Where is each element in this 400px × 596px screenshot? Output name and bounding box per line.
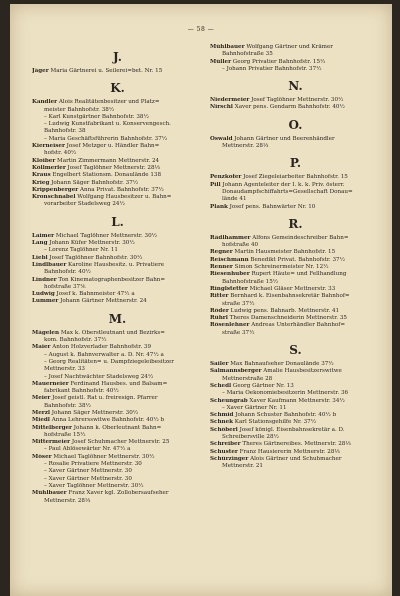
entry-continuation: fabrikant Bahnhofstr. 40½: [44, 388, 119, 395]
directory-entry: [32, 344, 203, 351]
entry-continuation: hofstraße 40: [222, 242, 259, 249]
entry-details: Josef Schuhmacher Mettnerstr. 25: [70, 439, 170, 446]
entry-surname: Jäger: [32, 68, 49, 74]
directory-entry: [32, 194, 203, 201]
entry-details: Ferdinand Hausbes. und Balsam=: [68, 380, 168, 387]
section-letter: M.: [108, 311, 127, 326]
entry-details: Simon Schreinermeister Nr. 12½: [232, 264, 329, 271]
entry-details: Martin Hausmeister Bahnhofstr. 15: [232, 249, 336, 256]
entry-details: Michael Gläser Mettnerstr. 33: [247, 285, 336, 292]
directory-entry: [210, 315, 381, 322]
entry-details: Xaver pens. Gendarm Bahnhofstr. 40½: [232, 104, 345, 111]
entry-continuation: kom. Bahnhofstr. 37½: [44, 337, 107, 344]
entry-surname: Schedl: [210, 382, 232, 389]
entry-continuation: straße 37½: [222, 300, 255, 307]
entry-continuation: Mettnerstr. 28⅓: [44, 497, 91, 504]
entry-continuation: hofstr. 40½: [44, 150, 77, 157]
entry-continuation: Bahnhofstraße 35: [222, 51, 273, 58]
entry-surname: Oswald: [210, 135, 233, 142]
entry-continuation: – Xaver Gärtner Mettnerstr. 30: [44, 475, 132, 482]
directory-entry: [210, 456, 381, 463]
directory-entry: [32, 255, 203, 262]
directory-entry: [210, 398, 381, 405]
entry-continuation: Bahnhofstr. 38: [44, 128, 86, 135]
directory-entry: [32, 410, 203, 417]
entry-details: Josef Metzger u. Händler Bahn=: [64, 143, 160, 150]
entry-surname: Lindner: [32, 276, 57, 283]
entry-details: Wolfgang Hausbesitzer u. Bahn=: [75, 194, 172, 201]
directory-entry: [210, 412, 381, 419]
entry-continuation: straße 37½: [222, 329, 255, 336]
entry-surname: Kloiber: [32, 157, 56, 164]
entry-surname: Röder: [210, 307, 229, 314]
directory-entry: [32, 490, 203, 497]
entry-details: Johann Schuster Bahnhofstr. 40½ b: [233, 412, 337, 419]
entry-continuation: hofstraße 37⅙: [44, 283, 86, 290]
entry-continuation: – Josef Nachtwächter Stadelsweg 24½: [44, 373, 154, 380]
entry-details: Josef Taglöhner Mettnerstr. 28⅓: [65, 164, 160, 171]
directory-entry: [210, 97, 381, 104]
entry-details: Johann k. Oberleutnant Bahn=: [72, 424, 162, 431]
entry-details: Karl Stationsgehilfe Nr. 37½: [233, 419, 317, 426]
directory-entry: [32, 425, 203, 432]
left-column: [32, 44, 203, 505]
entry-continuation: Schreibersville 28½: [222, 433, 279, 440]
directory-entry: [210, 441, 381, 448]
entry-details: Theres Damenschneiderin Mettnerstr. 35: [227, 315, 347, 322]
entry-continuation: – Xaver Gärtner Nr. 11: [222, 404, 287, 411]
section-letter: K.: [110, 81, 125, 96]
directory-entry: [210, 182, 381, 189]
entry-surname: Laimer: [32, 232, 55, 239]
entry-details: Wolfgang Gärtner und Krämer: [244, 44, 333, 50]
entry-surname: Salmannsberger: [210, 368, 262, 375]
section-letter: P.: [289, 156, 302, 171]
entry-continuation: Mettnerstr. 33: [44, 366, 85, 373]
entry-surname: Müller: [210, 58, 232, 65]
entry-details: Anton Holzverlader Bahnhofstr. 39: [50, 344, 152, 351]
entry-surname: Rührl: [210, 315, 228, 322]
entry-details: Josef geistl. Rat u. freiresign. Pfarrer: [50, 395, 158, 402]
directory-entry: [32, 291, 203, 298]
entry-surname: Lummer: [32, 298, 59, 305]
entry-continuation: – Johann Privatier Bahnhofstr. 37½: [222, 65, 322, 72]
directory-entry: [210, 235, 381, 242]
entry-details: Ton Kinematographenbesitzer Bahn=: [56, 276, 166, 283]
entry-surname: Kandler: [32, 99, 58, 106]
directory-entry: [32, 454, 203, 461]
entry-continuation: Bahnhofstr. 38½: [44, 402, 91, 409]
entry-details: Josef königl. Eisenbahnsekretär a. D.: [237, 426, 345, 433]
directory-entry: [32, 240, 203, 247]
entry-continuation: – Karl Kunstgärtner Bahnhofstr. 38½: [44, 113, 149, 120]
directory-entry: [32, 330, 203, 337]
directory-entry: [32, 262, 203, 269]
entry-details: Josef Ziegeleiarbeiter Bahnhofstr. 15: [241, 174, 348, 181]
directory-entry: [210, 174, 381, 181]
entry-details: Anna Lehrersswitwe Bahnhofstr. 40½ b: [49, 417, 165, 424]
entry-details: Franz Hausiererin Mettnerstr. 28⅓: [237, 448, 340, 455]
entry-details: Alois Realitätenbesitzer und Platz=: [57, 99, 160, 106]
entry-surname: Ringlstetter: [210, 285, 248, 292]
directory-entry: [210, 264, 381, 271]
entry-continuation: Bahnhofstraße 15½: [222, 278, 279, 285]
entry-details: Anna Privat. Bahnhofstr. 37½: [78, 186, 164, 193]
directory-entry: [32, 99, 203, 106]
entry-details: Max Bahnaufseher Donaulände 37½: [228, 361, 334, 368]
directory-entry: [210, 257, 381, 264]
entry-surname: Scheungrab: [210, 397, 248, 404]
entry-surname: Renner: [210, 264, 233, 271]
directory-entry: [32, 298, 203, 305]
entry-details: Johann Agenteleiter der I. k. k. Priv. österr.: [220, 181, 345, 188]
entry-details: Michael Taglöhner Mettnerstr. 30½: [54, 232, 158, 239]
directory-entry: [210, 293, 381, 300]
entry-surname: Krieg: [32, 179, 50, 186]
directory-entry: [32, 68, 203, 75]
entry-surname: Rösenlehner: [210, 322, 250, 329]
entry-surname: Mühlbauer: [210, 44, 245, 50]
section-letter: N.: [288, 79, 303, 94]
entry-details: Amalie Hausbesitzerswitwe: [261, 368, 342, 375]
entry-details: Bernhard k. Eisenbahnsekretär Bahnhof=: [228, 293, 350, 300]
entry-details: Alfons Gemeindeschreiber Bahn=: [250, 234, 349, 241]
directory-entry: [32, 417, 203, 424]
entry-surname: Ludwig: [32, 291, 55, 298]
entry-details: Max k. Oberstleutnant und Bezirks=: [59, 329, 165, 336]
entry-surname: Lang: [32, 240, 48, 247]
entry-surname: Schmid: [210, 412, 234, 419]
entry-surname: Liebl: [32, 254, 48, 261]
entry-details: Johann Küfer Mettnerstr. 30½: [47, 240, 135, 247]
directory-entry: [32, 158, 203, 165]
entry-details: Josef pens. Bahnwärter Nr. 10: [227, 203, 316, 210]
directory-entry: [210, 271, 381, 278]
entry-surname: Miedl: [32, 417, 50, 424]
directory-entry: [32, 277, 203, 284]
directory-entry: [210, 449, 381, 456]
entry-details: Georg Privatier Bahnhofstr. 15½: [231, 58, 326, 65]
entry-continuation: – Paul Ablösewärter Nr. 47½ a: [44, 446, 131, 453]
directory-entry: [32, 180, 203, 187]
entry-surname: Merzl: [32, 409, 50, 416]
right-column: [210, 44, 381, 470]
entry-surname: Reischmann: [210, 256, 249, 263]
entry-surname: Meier: [32, 395, 51, 402]
directory-entry: [32, 381, 203, 388]
directory-entry: [32, 439, 203, 446]
entry-details: Josef Taglöhner Bahnhofstr. 30½: [47, 254, 143, 261]
entry-details: Michael Taglöhner Mettnerstr. 30½: [51, 453, 155, 460]
directory-entry: [210, 361, 381, 368]
directory-entry: [210, 104, 381, 111]
entry-continuation: vorarbeiter Stadelsweg 24½: [44, 201, 125, 208]
entry-continuation: meister Bahnhofstr. 38½: [44, 106, 115, 113]
entry-continuation: Donaudampfschiffahrts=Gesellschaft Donau=: [222, 188, 353, 195]
entry-surname: Schreiber: [210, 441, 241, 448]
page-number: — 58 —: [187, 26, 215, 33]
entry-continuation: – Georg Realitäten= u. Dampfziegeleibesitzer: [44, 358, 174, 365]
entry-details: Franz Xaver kgl. Zollobersaufseher: [66, 490, 169, 497]
entry-details: Martin Zimmermann Mettnerstr. 24: [55, 157, 160, 164]
entry-surname: Köllmerler: [32, 164, 66, 171]
directory-entry: [210, 286, 381, 293]
entry-surname: Schnek: [210, 419, 234, 426]
directory-entry: [210, 427, 381, 434]
entry-surname: Penzkofer: [210, 174, 242, 181]
entry-continuation: Bahnhofstr. 40½: [44, 269, 91, 276]
entry-details: Josef k. Bahnmeister 47½ a: [54, 291, 135, 298]
entry-continuation: hofstraße 15½: [44, 431, 86, 438]
entry-details: Maria Gärtnerei u. Seilerei=bet. Nr. 15: [48, 68, 163, 74]
entry-continuation: – Xaver Gärtner Mettnerstr. 30: [44, 468, 132, 475]
entry-surname: Pill: [210, 181, 221, 188]
directory-entry: [32, 187, 203, 194]
entry-surname: Schöberl: [210, 426, 238, 433]
entry-surname: Ritter: [210, 293, 229, 300]
entry-details: Alois Gärtner und Schuhmacher: [248, 455, 342, 462]
entry-surname: Sailer: [210, 361, 229, 368]
directory-entry: [210, 204, 381, 211]
entry-continuation: – Rosalie Privatiere Mettnerstr. 30: [44, 461, 142, 468]
directory-entry: [32, 172, 203, 179]
section-letter: R.: [288, 216, 303, 231]
directory-entry: [210, 383, 381, 390]
entry-details: Johann Gärtner und Beerenhändler: [232, 135, 335, 142]
entry-details: Andreas Unterhändler Bahnhof=: [249, 322, 346, 329]
entry-surname: Mittelberger: [32, 424, 73, 431]
entry-surname: Riesenhuber: [210, 271, 250, 278]
entry-continuation: – Maria Geschäftsführerin Bahnhofstr. 37½: [44, 135, 168, 142]
directory-entry: [32, 143, 203, 150]
entry-details: Josef Taglöhner Mettnerstr. 30½: [249, 97, 344, 104]
entry-details: Engelbert Stationsm. Donaulände 138: [50, 172, 162, 179]
entry-continuation: Mettnerstr. 28⅓: [222, 143, 269, 150]
entry-surname: Plank: [210, 203, 228, 210]
entry-surname: Krippenberger: [32, 186, 79, 193]
directory-entry: [32, 233, 203, 240]
entry-details: Johann Säger Bahnhofstr. 37½: [49, 179, 139, 186]
entry-details: Xaver Kaufmann Mettnerstr. 34½: [247, 397, 345, 404]
entry-continuation: – August k. Bahnverwalter a. D. Nr. 47½ a: [44, 351, 164, 358]
entry-continuation: – Maria Oekonomiebesitzerin Mettnerstr. 36: [222, 390, 349, 397]
section-letter: O.: [288, 117, 303, 132]
directory-entry: [210, 136, 381, 143]
entry-surname: Möser: [32, 453, 52, 460]
entry-details: Johann Säger Mettnerstr. 30½: [50, 409, 139, 416]
entry-surname: Regner: [210, 249, 233, 256]
directory-entry: [32, 395, 203, 402]
entry-surname: Kraus: [32, 172, 51, 179]
directory-entry: [210, 308, 381, 315]
entry-surname: Schürzinger: [210, 455, 249, 462]
directory-entry: [210, 249, 381, 256]
section-letter: L.: [111, 214, 124, 229]
directory-page: [10, 4, 392, 596]
entry-continuation: Mettnerstraße 28: [222, 375, 273, 382]
directory-entry: [210, 44, 381, 51]
entry-details: Georg Gärtner Nr. 13: [231, 382, 294, 389]
entry-continuation: – Xaver Taglöhner Mettnerstr. 30½: [44, 482, 144, 489]
entry-surname: Maier: [32, 344, 51, 351]
directory-entry: [210, 419, 381, 426]
directory-entry: [32, 165, 203, 172]
entry-surname: Schuster: [210, 448, 238, 455]
entry-details: Johann Gärtner Mettnerstr. 24: [58, 298, 147, 305]
section-letter: S.: [289, 343, 302, 358]
section-letter: J.: [113, 50, 122, 64]
entry-surname: Nirschl: [210, 104, 233, 111]
entry-details: Theres Gärtnereibes. Mettnerstr. 28⅓: [240, 441, 351, 448]
entry-surname: Kierneiser: [32, 143, 65, 150]
entry-surname: Mühlbauer: [32, 490, 67, 497]
entry-surname: Mauerneier: [32, 380, 69, 387]
entry-surname: Niedermeier: [210, 97, 250, 104]
entry-details: Ludwig pens. Bahnarb. Mettnerstr. 41: [228, 307, 340, 314]
entry-continuation: Mettnerstr. 21: [222, 463, 263, 470]
entry-details: Karoline Hausbesitz. u. Privatiere: [66, 261, 165, 268]
entry-details: Rupert Häute= und Fellhandlung: [249, 271, 347, 278]
entry-continuation: lände 41: [222, 196, 247, 203]
entry-surname: Lindlbauer: [32, 261, 67, 268]
directory-entry: [210, 322, 381, 329]
entry-continuation: – Lorenz Taglöhner Nr. 11: [44, 247, 118, 254]
entry-details: Benedikt Privat. Bahnhofstr. 37½: [248, 256, 346, 263]
entry-continuation: – Ludwig Kunstfabrikant u. Konservengesch.: [44, 121, 171, 128]
entry-surname: Rädlhammer: [210, 234, 251, 241]
entry-surname: Mittermeier: [32, 439, 71, 446]
directory-entry: [210, 59, 381, 66]
directory-entry: [210, 368, 381, 375]
entry-surname: Kronschnabel: [32, 194, 76, 201]
entry-surname: Mägelen: [32, 329, 60, 336]
